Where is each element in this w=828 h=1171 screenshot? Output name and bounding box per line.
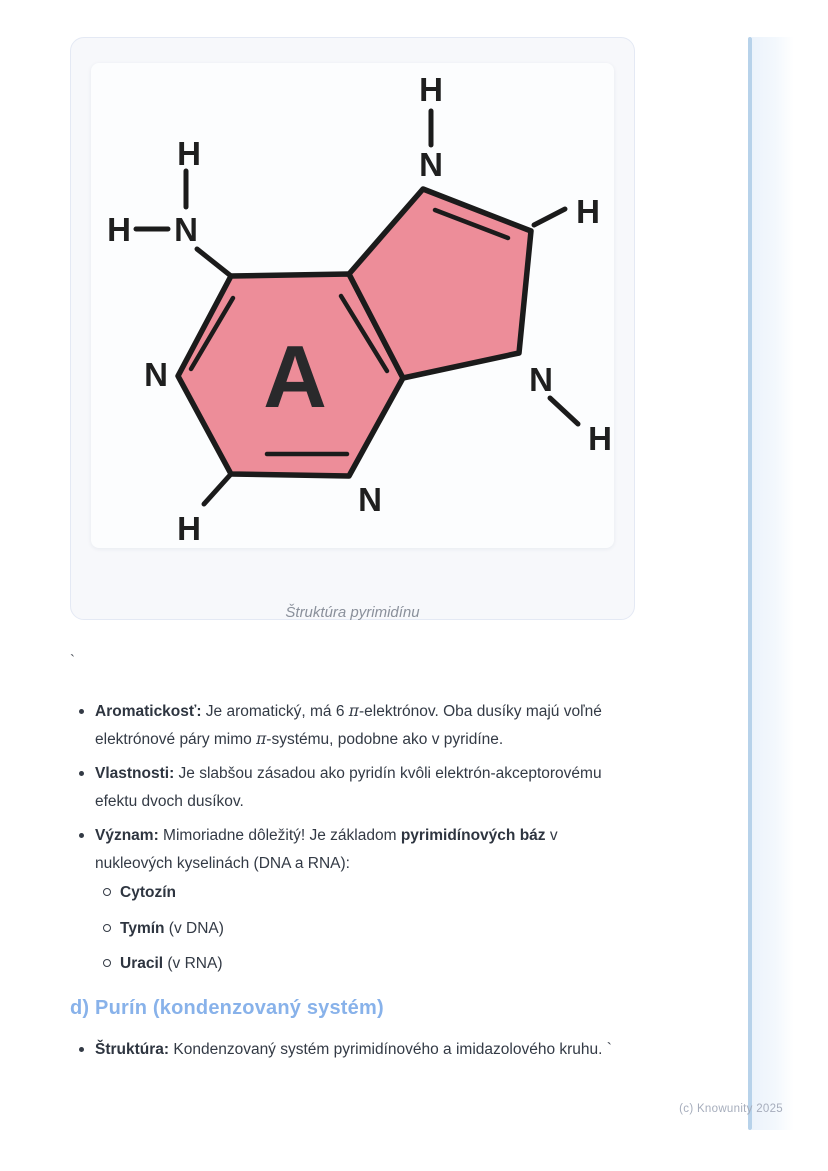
bullet-disc-icon <box>79 709 84 714</box>
bullet-circle-icon <box>103 888 111 896</box>
bullet-list <box>70 698 626 986</box>
atom-label-n-right: N <box>529 361 553 398</box>
pi-symbol: π <box>348 702 359 720</box>
list-item-uracil: Uracil (v RNA) <box>95 950 626 978</box>
atom-label-h-amine-top: H <box>177 135 201 172</box>
section-heading-purine: d) Purín (kondenzovaný systém) <box>70 997 384 1019</box>
atom-label-n-amine: N <box>174 211 198 248</box>
atom-label-h-top: H <box>419 71 443 108</box>
next-page-edge-panel <box>752 37 794 1130</box>
list-item-structure: Štruktúra: Kondenzovaný systém pyrimidínového a imidazolového kruhu. ` <box>70 1036 630 1064</box>
stray-backtick: ` <box>70 652 75 669</box>
list-item-lead: Vlastnosti: <box>95 765 175 782</box>
list-item-thymine: Tymín (v DNA) <box>95 915 626 943</box>
atom-label-n-left: N <box>144 356 168 393</box>
bullet-disc-icon <box>79 833 84 838</box>
molecule-image <box>91 63 614 548</box>
atom-label-n-imidazole: N <box>419 146 443 183</box>
figure-card <box>70 37 635 620</box>
list-item-aromaticity: Aromatickosť: Je aromatický, má 6 π-elektrónov. Oba dusíky majú voľné elektrónové páry mimo π-systému, podobne ako v pyridíne. <box>70 698 626 753</box>
list-item-cytosine: Cytozín <box>95 879 626 907</box>
pi-symbol: π <box>256 729 267 748</box>
bullet-circle-icon <box>103 924 111 932</box>
atom-label-n-bottom: N <box>358 481 382 518</box>
list-item-properties: Vlastnosti: Je slabšou zásadou ako pyridín kvôli elektrón-akceptorovému efektu dvoch dusíkov. <box>70 760 626 815</box>
adenine-letter: A <box>263 327 327 426</box>
atom-label-h-bottom-right: H <box>588 420 612 457</box>
sub-bullet-list <box>95 879 626 978</box>
footer-copyright: (c) Knowunity 2025 <box>679 1103 783 1115</box>
bullet-disc-icon <box>79 1047 84 1052</box>
molecule-svg <box>91 63 614 548</box>
list-item-lead: Význam: <box>95 827 159 844</box>
list-item-significance: Význam: Mimoriadne dôležitý! Je základom pyrimidínových báz v nukleových kyselinách (DNA a RNA): Cytozín Tymín (v DNA) Uracil (v RNA) <box>70 822 626 978</box>
bullet-circle-icon <box>103 959 111 967</box>
bullet-disc-icon <box>79 771 84 776</box>
figure-caption: Štruktúra pyrimidínu <box>285 604 420 621</box>
atom-label-h-right: H <box>576 193 600 230</box>
atom-label-h-amine-left: H <box>107 211 131 248</box>
list-item-lead: Štruktúra: <box>95 1041 170 1058</box>
scrollbar-line[interactable] <box>748 37 752 1130</box>
atom-label-h-bottom-left: H <box>177 510 201 547</box>
list-item-lead: Aromatickosť: <box>95 703 202 720</box>
